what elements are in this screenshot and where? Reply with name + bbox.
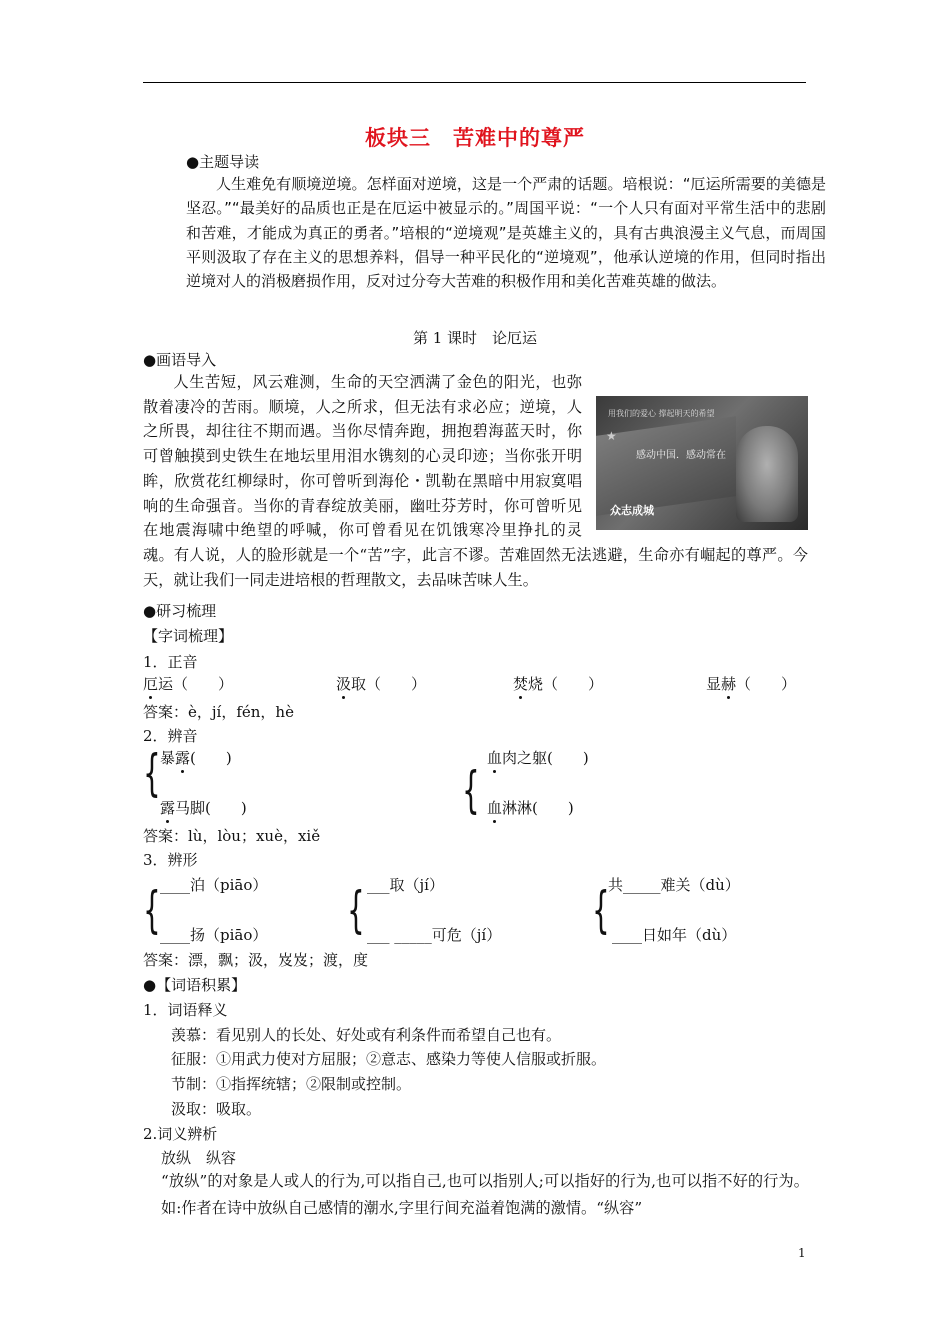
q2-left-item [160, 797, 247, 818]
vocab-sub2: 2.词义辨析 [143, 1125, 218, 1143]
q3-answer: 答案：漂，飘；汲，岌岌；渡，度 [143, 951, 369, 969]
q1-answer: 答案：è，jí，fén，hè [143, 703, 294, 721]
word-section-heading: 【字词梳理】 [143, 627, 234, 645]
item-rest: 肉之躯( ) [502, 749, 589, 767]
q1-item [706, 673, 796, 694]
q2-answer: 答案：lù，lòu；xuè，xiě [143, 827, 321, 845]
dotted-char: 厄 [143, 675, 159, 693]
dotted-char: 焚 [513, 675, 529, 693]
intro-text: 人生苦短，风云难测，生命的天空洒满了金色的阳光，也弥散着凄冷的苦雨。顺境，人之所求，但无法有求必应；逆境，人之所畏，却往往不期而遇。当你尽情奔跑，拥抱碧海蓝天时，你可曾触摸到史铁生在地坛里用泪水镌刻的心灵印迹；当你张开明眸，欣赏花红柳绿时，你可曾听到海伦・凯勒在黑暗中用寂寞唱响的生命强音。当你的青春绽放美丽，幽吐芬芳时，你可曾听见在地震海啸中绝望的呼喊，你可曾看见在饥饿寒冷里挣扎的灵魂。有人说，人的脸形就是一个“苦”字，此言不谬。苦难固然无法逃避，生命亦有崛起的尊严。今天，就让我们一同走进培根的哲理散文，去品味苦味人生。 [143, 373, 808, 589]
photo-banner: 用我们的爱心 撑起明天的希望 [608, 409, 715, 418]
q3-group1-item: ____泊（piāo） [160, 876, 268, 894]
theme-guide-text: 人生难免有顺境逆境。怎样面对逆境，这是一个严肃的话题。培根说：“厄运所需要的美德是坚忍。”“最美好的品质也正是在厄运中被显示的。”周国平说：“一个人只有面对平常生活中的悲剧和苦难，才能成为真正的勇者。”培根的“逆境观”是英雄主义的，具有古典浪漫主义气息，而周国平则汲取了存在主义的思想养料，倡导一种平民化的“逆境观”，他承认逆境的作用，但同时指出逆境对人的消极磨损作用，反对过分夸大苦难的积极作用和美化苦难英雄的做法。 [186, 175, 826, 291]
item-rest: 烧（ ） [528, 675, 604, 693]
photo-caption-bottom: 众志成城 [610, 504, 654, 518]
theme-guide-body [186, 172, 826, 293]
q1-label: 1．正音 [143, 653, 198, 671]
q1-item [336, 673, 426, 694]
item-rest: ( ) [190, 749, 232, 767]
page-number: 1 [798, 1246, 806, 1260]
item-rest: 运（ ） [158, 675, 234, 693]
item-rest: 淋淋( ) [502, 799, 574, 817]
dotted-char: 露 [160, 799, 176, 817]
dotted-char: 汲 [336, 675, 352, 693]
item-pre: 显 [706, 675, 722, 693]
child-face [736, 426, 798, 522]
header-rule [143, 82, 806, 83]
q3-group2-item: ___ _____可危（jí） [367, 926, 502, 944]
theme-guide-heading: ●主题导读 [186, 153, 260, 171]
item-pre: 暴 [160, 749, 176, 767]
intro-photo [596, 396, 808, 530]
dotted-char: 露 [175, 749, 191, 767]
dotted-char: 血 [487, 749, 503, 767]
dotted-char: 赫 [721, 675, 737, 693]
star-icon: ★ [606, 429, 617, 443]
word-pair: 放纵 纵容 [161, 1149, 237, 1167]
q3-group2-item: ___取（jí） [367, 876, 444, 894]
q2-right-item [487, 797, 574, 818]
section-title: 板块三 苦难中的尊严 [365, 126, 585, 150]
definition: 羡慕：看见别人的长处、好处或有利条件而希望自己也有。 [171, 1026, 562, 1044]
q3-label: 3．辨形 [143, 851, 198, 869]
vocab-sub1: 1．词语释义 [143, 1001, 228, 1019]
left-brace-icon: { [143, 744, 161, 802]
left-brace-icon: { [592, 881, 610, 939]
definition: 征服：①用武力使对方屈服；②意志、感染力等使人信服或折服。 [171, 1050, 607, 1068]
q3-group3-item: ____日如年（dù） [612, 926, 737, 944]
photo-caption-top: 感动中国．感动常在 [636, 450, 726, 461]
item-rest: 马脚( ) [175, 799, 247, 817]
q2-right-item [487, 747, 589, 768]
item-rest: 取（ ） [351, 675, 427, 693]
intro-heading: ●画语导入 [143, 351, 217, 369]
discrimination-paragraph: “放纵”的对象是人或人的行为,可以指自己,也可以指别人;可以指好的行为,也可以指不好的行为。如:作者在诗中放纵自己感情的潮水,字里行间充溢着饱满的激情。“纵容” [161, 1172, 809, 1217]
definition: 汲取：吸取。 [171, 1100, 262, 1118]
q3-group3-item: 共_____难关（dù） [608, 876, 740, 894]
q1-item [513, 673, 603, 694]
left-brace-icon: { [347, 881, 365, 939]
definition: 节制：①指挥统辖；②限制或控制。 [171, 1075, 412, 1093]
dotted-char: 血 [487, 799, 503, 817]
left-brace-icon: { [462, 761, 480, 819]
q2-label: 2．辨音 [143, 727, 198, 745]
left-brace-icon: { [143, 881, 161, 939]
lesson-title: 第 1 课时 论厄运 [412, 329, 538, 347]
vocab-heading: ●【词语积累】 [143, 976, 247, 994]
q1-item [143, 673, 233, 694]
study-heading: ●研习梳理 [143, 602, 217, 620]
item-rest: （ ） [736, 675, 797, 693]
intro-paragraph [143, 370, 808, 592]
q2-left-item [160, 747, 232, 768]
q3-group1-item: ____扬（piāo） [160, 926, 268, 944]
